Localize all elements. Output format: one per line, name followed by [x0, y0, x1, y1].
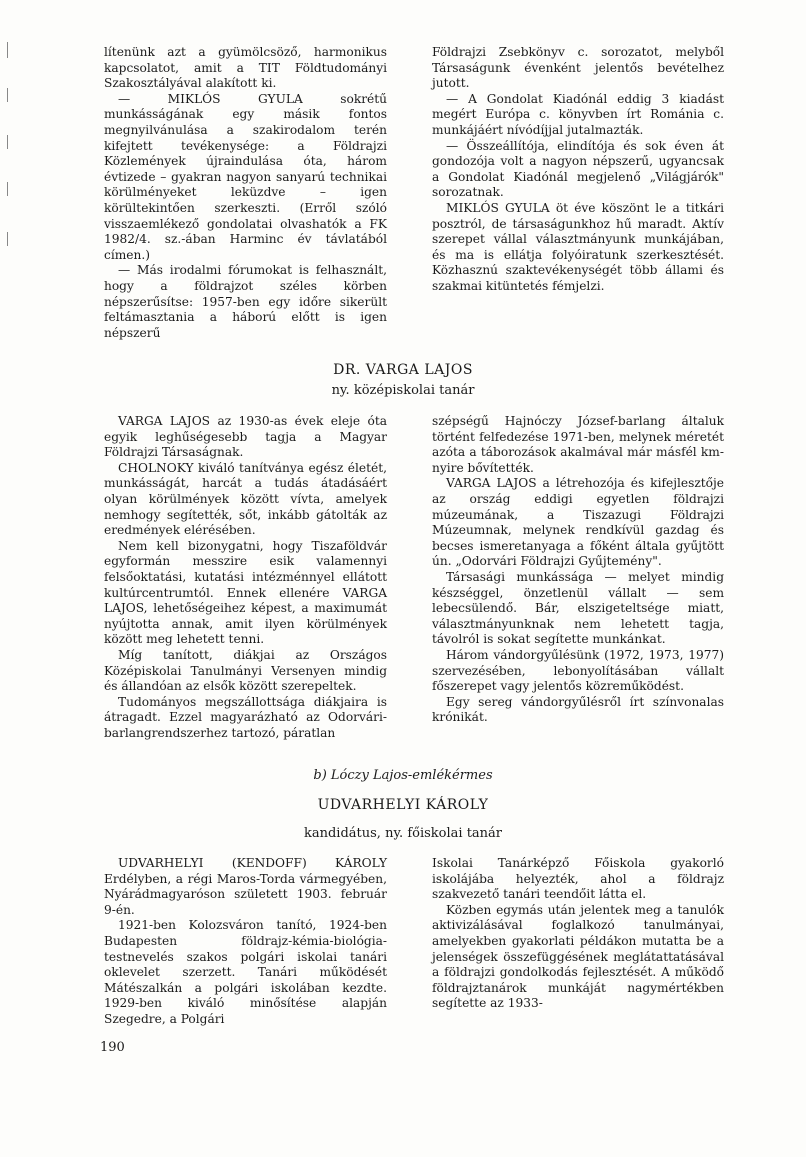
bottom-right-column [432, 856, 724, 1012]
paragraph: VARGA LAJOS az 1930-as évek eleje óta egyik leghűségesebb tagja a Magyar Földrajzi Társaságnak. [104, 414, 387, 460]
paragraph: MIKLÓS GYULA öt éve köszönt le a titkári posztról, de társaságunkhoz hű maradt. Aktív szerepet vállal választmányunk munkájában, és ma is ellátja folyóiratunk szerkesztését. Közhasznú szaktevékenységét több állami és szakmai kitüntetés fémjelzi. [432, 200, 724, 293]
section-name: UDVARHELYI KÁROLY [317, 797, 489, 813]
paragraph: szépségű Hajnóczy József-barlang általuk történt felfedezése 1971-ben, melynek méretét azóta a táborozások akalmával már másfél km-nyire bővítették. [432, 414, 724, 475]
mid-right-column [432, 414, 724, 726]
paragraph: UDVARHELYI (KENDOFF) KÁROLY Erdélyben, a régi Maros-Torda vármegyében, Nyárádmagyaróson született 1903. február 9-én. [104, 856, 387, 917]
paragraph: Iskolai Tanárképző Főiskola gyakorló iskolájába helyezték, ahol a földrajz szakvezető tanári teendőit látta el. [432, 856, 724, 902]
paragraph: Társasági munkássága — melyet mindig készséggel, önzetlenül vállalt — sem lebecsülendő. Bár, elszigeteltsége miatt, választmányunknak nem lehetett tagja, távolról is sokat segítette munkánkat. [432, 569, 724, 647]
paragraph: — MIKLÓS GYULA sokrétű munkásságának egy másik fontos megnyilvánulása a szakirodalom terén kifejtett tevékenysége: a Földrajzi Közlemények újraindulása óta, három évtizede – gyakran nagyon sanyarú technikai körülményeket leküzdve – igen körültekintően szerkeszti. (Erről szóló visszaemlékező gondolatai olvashatók a FK 1982/4. sz.-ában Harminc év távlatából címen.) [104, 91, 387, 262]
margin-mark [7, 88, 8, 102]
paragraph: CHOLNOKY kiváló tanítványa egész életét, munkásságát, harcát a tudás átadásáért olyan körülmények között vívta, amelyek nemhogy segítették, sőt, inkább gátolták az eredmények elérésében. [104, 460, 387, 538]
top-right-column [432, 45, 724, 295]
paragraph: — A Gondolat Kiadónál eddig 3 kiadást megért Európa c. könyvben írt Románia c. munkájáért nívódíjjal jutalmazták. [432, 91, 724, 137]
paragraph: Három vándorgyűlésünk (1972, 1973, 1977) szervezésében, lebonyolításában vállalt főszerepet vagy jelentős közreműködést. [432, 647, 724, 694]
section-role: ny. középiskolai tanár [331, 383, 475, 398]
paragraph: VARGA LAJOS a létrehozója és kifejlesztője az ország eddigi egyetlen földrajzi múzeumának, a Tiszazugi Földrajzi Múzeumnak, melynek rendkívül gazdag és becses ismeretanyaga a főként általa gyűjtött ún. „Odorvári Földrajzi Gyűjtemény". [432, 476, 724, 569]
top-left-column [104, 45, 387, 341]
margin-mark [7, 135, 8, 149]
section-role: kandidátus, ny. főiskolai tanár [303, 826, 503, 841]
paragraph: 1921-ben Kolozsváron tanító, 1924-ben Budapesten földrajz-kémia-biológia-testnevelés szakos polgári iskolai tanári oklevelet szerzett. Tanári működését Mátészalkán a polgári iskolában kezdte. 1929-ben kiváló minősítése alapján Szegedre, a Polgári [104, 918, 387, 1026]
paragraph: Földrajzi Zsebkönyv c. sorozatot, melyből Társaságunk évenként jelentős bevételhez jutott. [432, 45, 724, 91]
section-name: DR. VARGA LAJOS [333, 362, 473, 378]
paragraph: lítenünk azt a gyümölcsöző, harmonikus kapcsolatot, amit a TIT Földtudományi Szakosztályával alakított ki. [104, 45, 387, 91]
page-number: 190 [100, 1040, 125, 1055]
section-subtitle: b) Lóczy Lajos-emlékérmes [313, 768, 493, 783]
margin-mark [7, 182, 8, 196]
paragraph: Míg tanított, diákjai az Országos Középiskolai Tanulmányi Versenyen mindig és állandóan az elsők között szerepeltek. [104, 647, 387, 694]
paragraph: — Összeállítója, elindítója és sok éven át gondozója volt a nagyon népszerű, ugyancsak a Gondolat Kiadónál megjelenő „Világjárók" sorozatnak. [432, 138, 724, 200]
paragraph: Közben egymás után jelentek meg a tanulók aktivizálásával foglalkozó tanulmányai, amelyekben gyakorlati példákon mutatta be a jelenségek összefüggésének meglátattatásával a földrajzi gondolkodás fejlesztését. A működő földrajztanárok munkáját nagymértékben segítette az 1933- [432, 902, 724, 1011]
paragraph: Nem kell bizonygatni, hogy Tiszaföldvár egyformán messzire esik valamennyi felsőoktatási, kutatási intézménnyel ellátott kultúrcentrumtól. Ennek ellenére VARGA LAJOS, lehetőségeihez képest, a maximumát nyújtotta annak, amit ilyen körülmények között meg lehetett tenni. [104, 538, 387, 647]
bottom-left-column [104, 856, 387, 1028]
paragraph: Tudományos megszállottsága diákjaira is átragadt. Ezzel magyarázható az Odorvári-barlangrendszerhez tartozó, páratlan [104, 694, 387, 740]
margin-mark [7, 232, 8, 246]
paragraph: — Más irodalmi fórumokat is felhasznált, hogy a földrajzot széles körben népszerűsítse: 1957-ben egy időre sikerült feltámasztania a háború előtt is igen népszerű [104, 263, 387, 340]
margin-mark [7, 42, 8, 58]
paragraph: Egy sereg vándorgyűlésről írt színvonalas krónikát. [432, 694, 724, 725]
mid-left-column [104, 414, 387, 741]
